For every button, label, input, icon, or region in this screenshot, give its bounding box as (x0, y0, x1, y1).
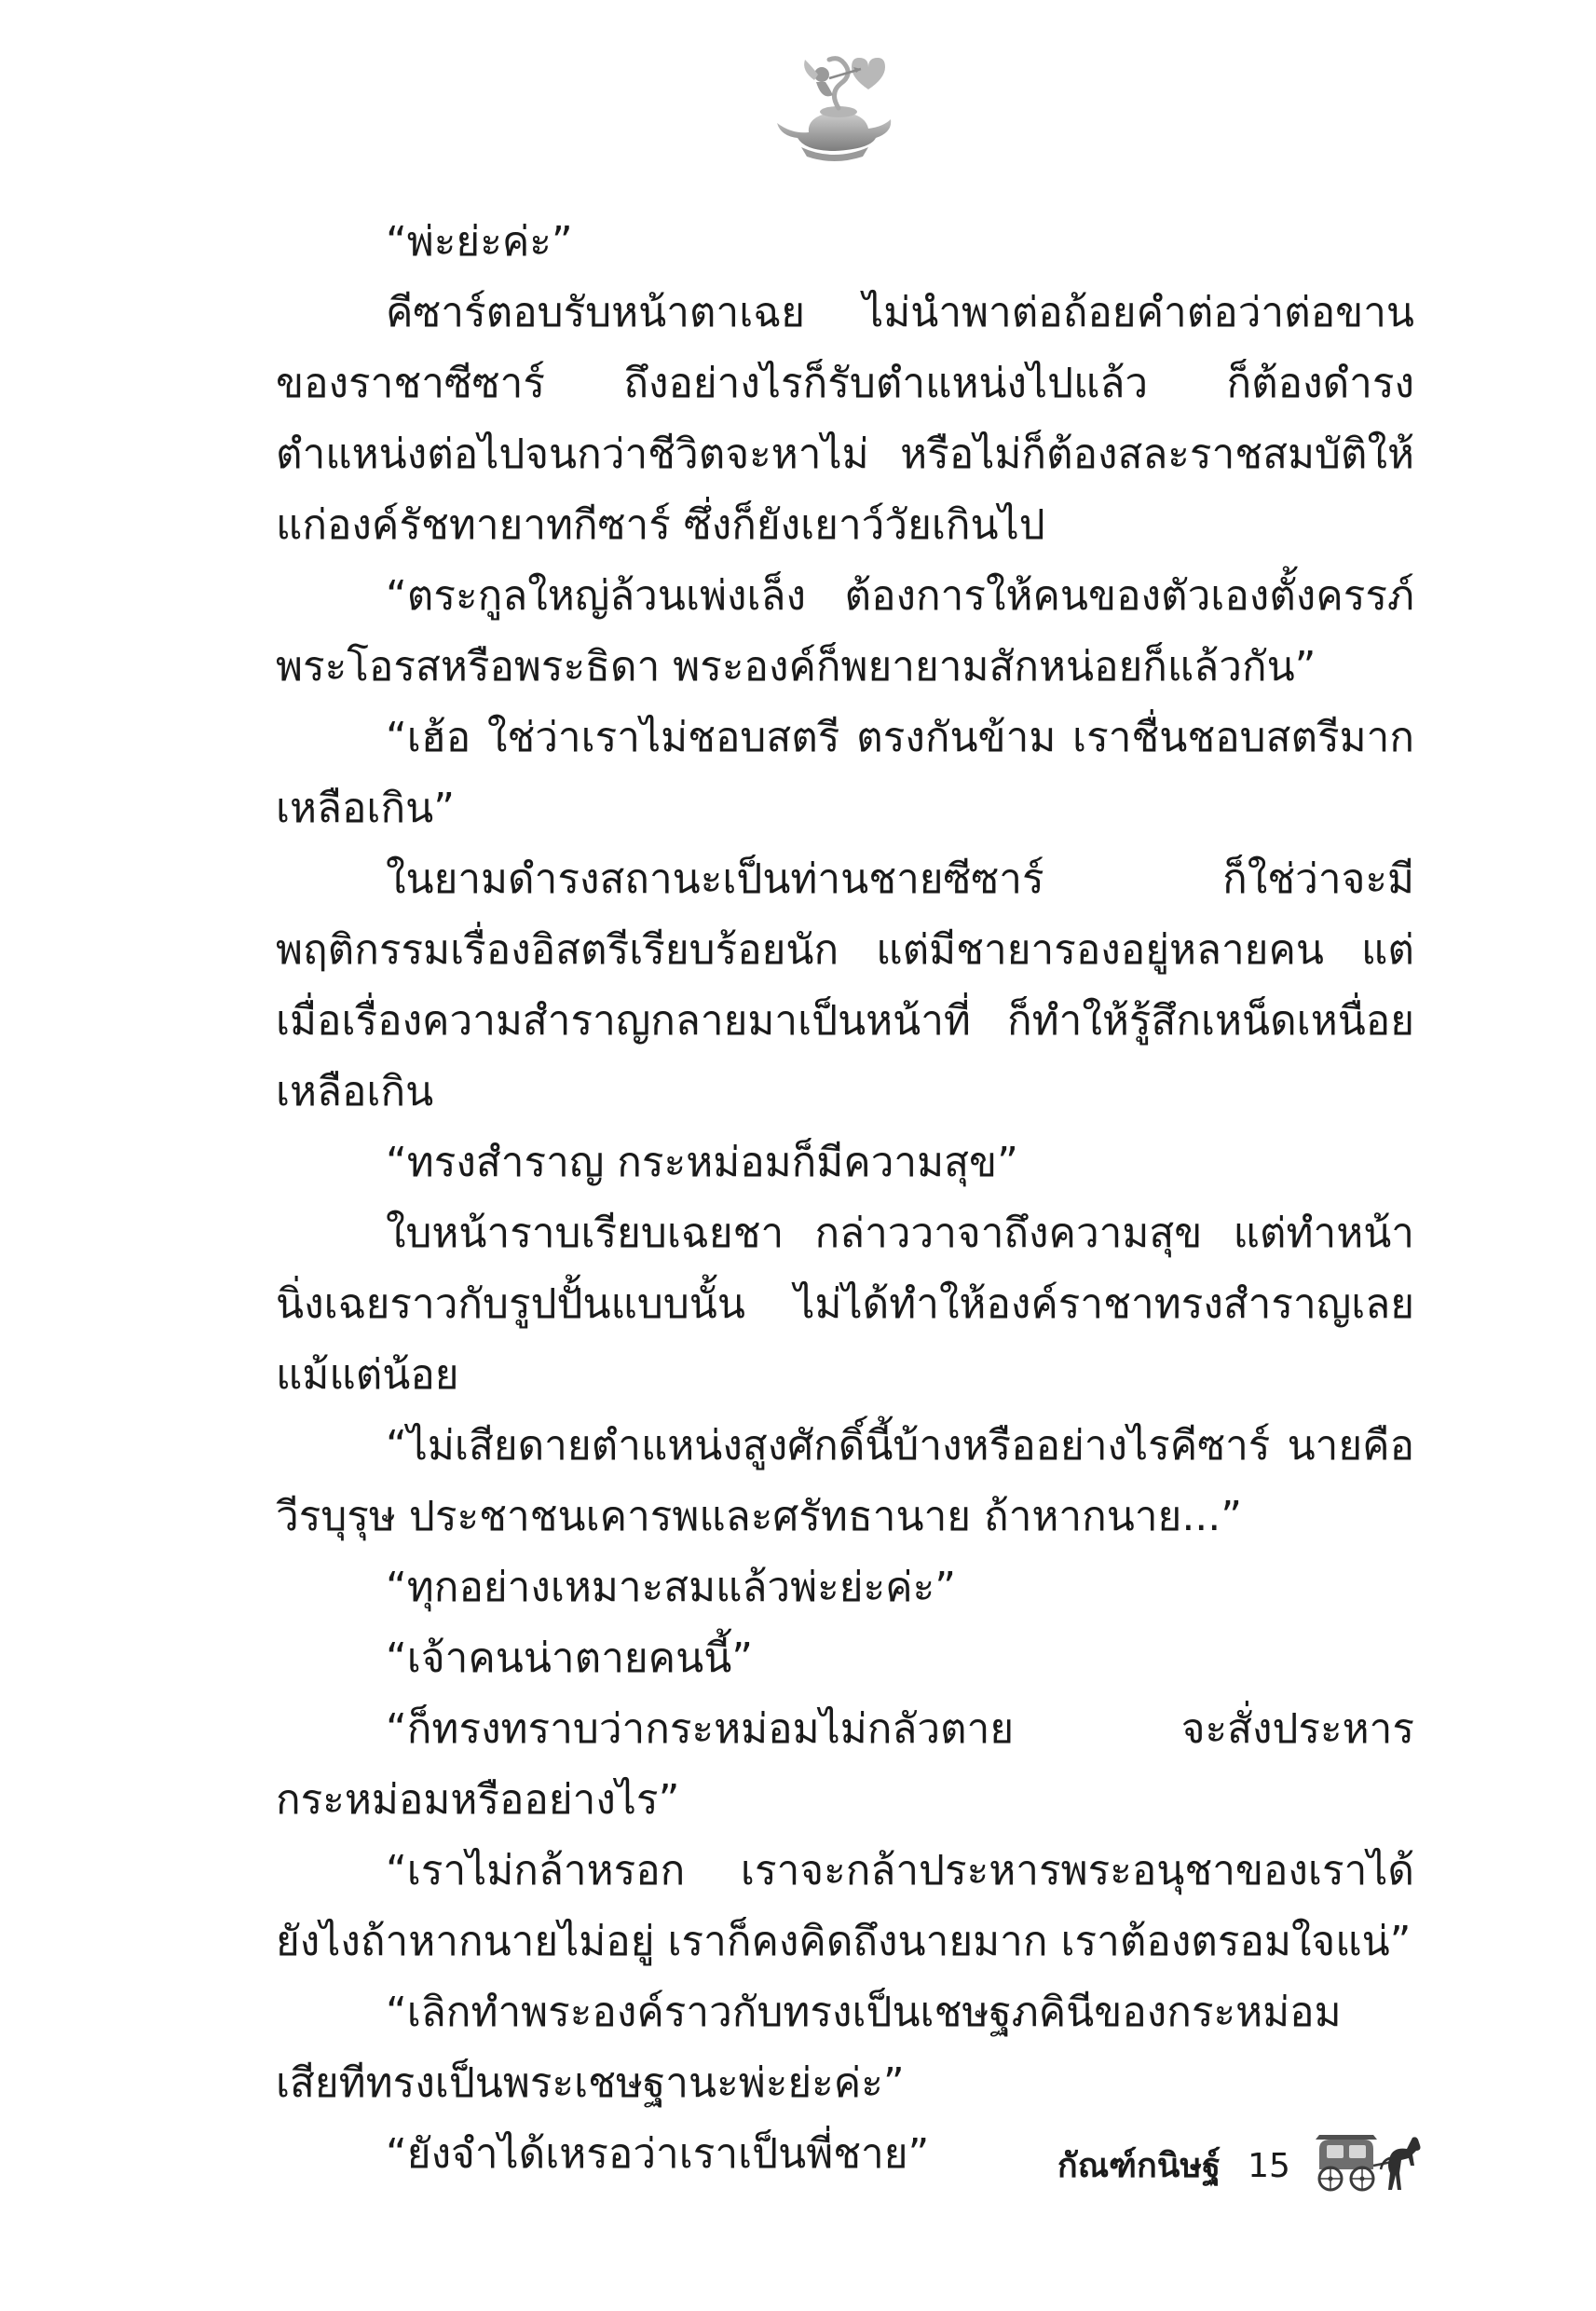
paragraph: ในยามดำรงสถานะเป็นท่านชายซีซาร์ ก็ใช่ว่าจะมีพฤติกรรมเรื่องอิสตรีเรียบร้อยนัก แต่มีชายารองอยู่หลายคน แต่เมื่อเรื่องความสำราญกลายมาเป็นหน้าที่ ก็ทำให้รู้สึกเหน็ดเหนื่อยเหลือเกิน (276, 855, 1414, 1115)
book-title: กัณฑ์กนิษฐ์ (1057, 2147, 1221, 2185)
paragraph: “เราไม่กล้าหรอก เราจะกล้าประหารพระอนุชาของเราได้ยังไงถ้าหากนายไม่อยู่ เราก็คงคิดถึงนายมาก เราต้องตรอมใจแน่” (276, 1847, 1414, 1965)
paragraph: คีซาร์ตอบรับหน้าตาเฉย ไม่นำพาต่อถ้อยคำต่อว่าต่อขานของราชาซีซาร์ ถึงอย่างไรก็รับตำแหน่งไปแล้ว ก็ต้องดำรงตำแหน่งต่อไปจนกว่าชีวิตจะหาไม่ หรือไม่ก็ต้องสละราชสมบัติให้แก่องค์รัชทายาทกีซาร์ ซึ่งก็ยังเยาว์วัยเกินไป (276, 289, 1414, 549)
page-footer (1016, 2132, 1425, 2197)
paragraph: “พ่ะย่ะค่ะ” (386, 218, 573, 266)
paragraph: “ทรงสำราญ กระหม่อมก็มีความสุข” (386, 1139, 1018, 1186)
paragraph: “ไม่เสียดายตำแหน่งสูงศักดิ์นี้บ้างหรืออย่างไรคีซาร์ นายคือวีรบุรุษ ประชาชนเคารพและศรัทธานาย ถ้าหากนาย...” (276, 1422, 1414, 1540)
paragraph: “เฮ้อ ใช่ว่าเราไม่ชอบสตรี ตรงกันข้าม เราชื่นชอบสตรีมากเหลือเกิน” (276, 714, 1414, 832)
paragraph: “ก็ทรงทราบว่ากระหม่อมไม่กลัวตาย จะสั่งประหารกระหม่อมหรืออย่างไร” (276, 1705, 1414, 1824)
paragraph: “ตระกูลใหญ่ล้วนเพ่งเล็ง ต้องการให้คนของตัวเองตั้งครรภ์พระโอรสหรือพระธิดา พระองค์ก็พยายามสักหน่อยก็แล้วกัน” (276, 572, 1414, 691)
paragraph: “ทุกอย่างเหมาะสมแล้วพ่ะย่ะค่ะ” (386, 1564, 957, 1611)
paragraph: “เจ้าคนน่าตายคนนี้” (386, 1634, 754, 1682)
paragraph: ใบหน้าราบเรียบเฉยชา กล่าววาจาถึงความสุข แต่ทำหน้านิ่งเฉยราวกับรูปปั้นแบบนั้น ไม่ได้ทำให้องค์ราชาทรงสำราญเลยแม้แต่น้อย (276, 1210, 1414, 1399)
paragraph: “เลิกทำพระองค์ราวกับทรงเป็นเชษฐภคินีของกระหม่อมเสียทีทรงเป็นพระเชษฐานะพ่ะย่ะค่ะ” (276, 1989, 1342, 2107)
page-number: 15 (1248, 2147, 1290, 2185)
body-text (276, 207, 1414, 2190)
horse-carriage-icon (1314, 2132, 1424, 2194)
genie-lamp-cupid-icon (764, 47, 904, 168)
paragraph: “ยังจำได้เหรอว่าเราเป็นพี่ชาย” (386, 2130, 930, 2178)
